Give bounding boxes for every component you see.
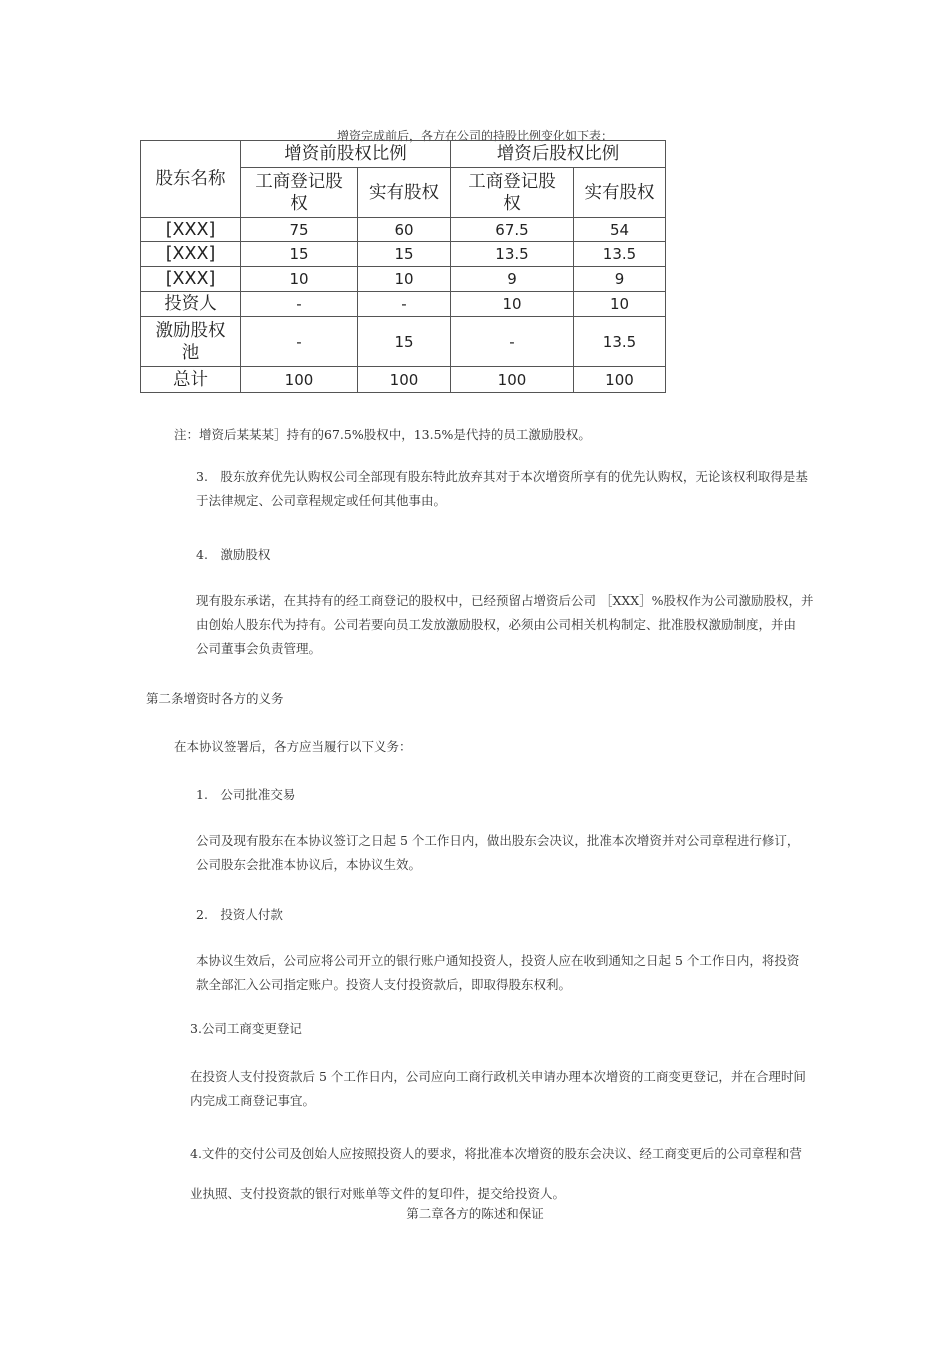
cell-act-before: 15 <box>358 317 451 367</box>
cell-act-after: 10 <box>574 292 666 317</box>
cell-reg-before: 15 <box>241 242 358 267</box>
header-registered-after-line1: 工商登记股 <box>468 171 556 192</box>
cell-reg-after: 10 <box>451 292 574 317</box>
item3-paragraph <box>196 465 808 513</box>
cell-act-before: - <box>358 292 451 317</box>
cell-reg-after: - <box>451 317 574 367</box>
cell-reg-before: - <box>241 292 358 317</box>
cell-act-before: 15 <box>358 242 451 267</box>
cell-act-before: 100 <box>358 367 451 393</box>
table-row <box>141 367 666 393</box>
header-registered-after-line2: 权 <box>503 193 521 214</box>
cell-act-after: 13.5 <box>574 242 666 267</box>
cell-name: [XXX] <box>141 242 241 267</box>
header-registered-before-line2: 权 <box>290 193 308 214</box>
cell-reg-before: 10 <box>241 267 358 292</box>
header-registered-after <box>451 168 574 218</box>
cell-reg-before: 100 <box>241 367 358 393</box>
table-row <box>141 218 666 242</box>
header-after: 增资后股权比例 <box>451 141 666 168</box>
table-row <box>141 292 666 317</box>
cell-name: [XXX] <box>141 267 241 292</box>
cell-reg-after: 100 <box>451 367 574 393</box>
obligation2-line1: 本协议生效后，公司应将公司开立的银行账户通知投资人，投资人应在收到通知之日起 5 个工作日内，将投资 <box>196 953 800 968</box>
item4-line3: 公司董事会负责管理。 <box>196 641 322 656</box>
table-row <box>141 317 666 367</box>
item3-line2: 于法律规定、公司章程规定或任何其他事由。 <box>196 493 447 508</box>
table-row <box>141 242 666 267</box>
obligation2-paragraph <box>196 949 799 997</box>
obligation1-paragraph <box>196 829 799 877</box>
cell-name: 总计 <box>141 367 241 393</box>
obligation2-title: 2. 投资人付款 <box>196 907 283 922</box>
article2-intro: 在本协议签署后，各方应当履行以下义务： <box>174 739 412 754</box>
cell-reg-after: 9 <box>451 267 574 292</box>
obligation3-paragraph <box>190 1065 806 1113</box>
obligation2-line2: 款全部汇入公司指定账户。投资人支付投资款后，即取得股东权利。 <box>196 977 572 992</box>
item4-line1: 现有股东承诺，在其持有的经工商登记的股权中，已经预留占增资后公司 ［XXX］%股权作为公司激励股权，并 <box>196 593 814 608</box>
header-before: 增资前股权比例 <box>241 141 451 168</box>
header-registered-before-line1: 工商登记股 <box>255 171 343 192</box>
table-note: 注：增资后某某某］持有的67.5%股权中，13.5%是代持的员工激励股权。 <box>174 427 591 442</box>
chapter2-title: 第二章各方的陈述和保证 <box>406 1206 544 1221</box>
table-row <box>141 267 666 292</box>
cell-reg-after: 67.5 <box>451 218 574 242</box>
article2-title: 第二条增资时各方的义务 <box>146 691 284 706</box>
header-shareholder: 股东名称 <box>141 141 241 218</box>
table-caption: 增资完成前后，各方在公司的持股比例变化如下表： <box>336 129 613 143</box>
obligation4-line1: 4.文件的交付公司及创始人应按照投资人的要求，将批准本次增资的股东会决议、经工商变更后的公司章程和营 <box>190 1146 802 1161</box>
equity-table <box>140 140 666 393</box>
cell-act-after: 13.5 <box>574 317 666 367</box>
cell-act-before: 10 <box>358 267 451 292</box>
obligation1-title: 1. 公司批准交易 <box>196 787 296 802</box>
obligation4-paragraph <box>190 1134 802 1214</box>
cell-name <box>141 317 241 367</box>
item4-title: 4. 激励股权 <box>196 547 271 562</box>
cell-act-after: 54 <box>574 218 666 242</box>
item4-paragraph <box>196 589 814 661</box>
item3-line1: 3. 股东放弃优先认购权公司全部现有股东特此放弃其对于本次增资所享有的优先认购权，无论该权利取得是基 <box>196 469 808 484</box>
cell-act-after: 9 <box>574 267 666 292</box>
obligation3-line2: 内完成工商登记事宜。 <box>190 1093 316 1108</box>
cell-name-line2: 池 <box>181 342 200 363</box>
cell-act-after: 100 <box>574 367 666 393</box>
header-actual-after: 实有股权 <box>574 168 666 218</box>
header-registered-before <box>241 168 358 218</box>
cell-reg-before: - <box>241 317 358 367</box>
obligation1-line2: 公司股东会批准本协议后，本协议生效。 <box>196 857 422 872</box>
item4-line2: 由创始人股东代为持有。公司若要向员工发放激励股权，必须由公司相关机构制定、批准股权激励制度，并由 <box>196 617 797 632</box>
cell-act-before: 60 <box>358 218 451 242</box>
obligation1-line1: 公司及现有股东在本协议签订之日起 5 个工作日内，做出股东会决议，批准本次增资并对公司章程进行修订， <box>196 833 800 848</box>
cell-name: 投资人 <box>141 292 241 317</box>
obligation3-line1: 在投资人支付投资款后 5 个工作日内，公司应向工商行政机关申请办理本次增资的工商变更登记，并在合理时间 <box>190 1069 806 1084</box>
header-actual-before: 实有股权 <box>358 168 451 218</box>
cell-reg-after: 13.5 <box>451 242 574 267</box>
cell-reg-before: 75 <box>241 218 358 242</box>
cell-name-line1: 激励股权 <box>155 320 226 341</box>
obligation4-line2: 业执照、支付投资款的银行对账单等文件的复印件，提交给投资人。 <box>190 1186 566 1201</box>
cell-name: [XXX] <box>141 218 241 242</box>
obligation3-title: 3.公司工商变更登记 <box>190 1021 302 1036</box>
